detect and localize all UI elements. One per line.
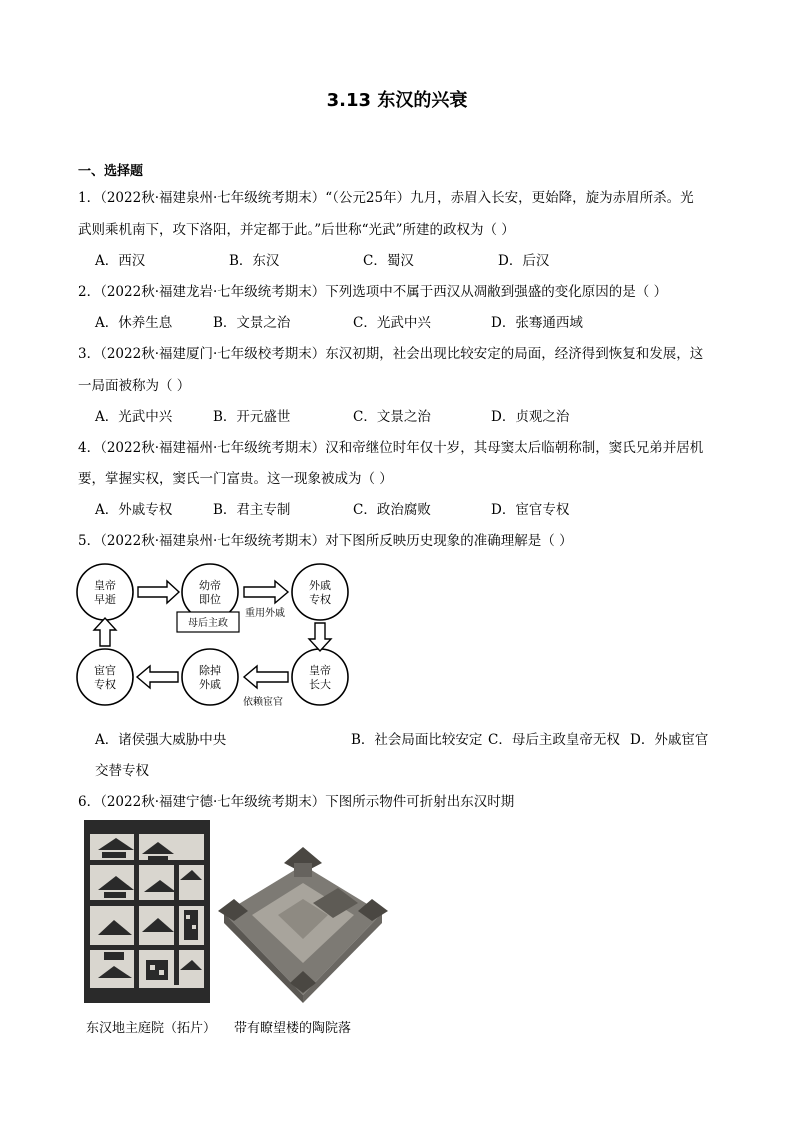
q3-options bbox=[95, 405, 569, 425]
arrow-right-1 bbox=[138, 581, 179, 603]
svg-text:早逝: 早逝 bbox=[94, 593, 116, 606]
q2-option-d[interactable]: D．张骞通西域 bbox=[491, 315, 583, 331]
page-title: 3.13 东汉的兴衰 bbox=[326, 90, 468, 111]
q5-options bbox=[95, 728, 708, 748]
svg-text:专权: 专权 bbox=[309, 593, 331, 606]
svg-text:除掉: 除掉 bbox=[199, 664, 221, 677]
q4-option-b[interactable]: B．君主专制 bbox=[213, 502, 291, 518]
caption-rubbing: 东汉地主庭院（拓片） bbox=[86, 1021, 217, 1036]
q1-stem-line1: 1．（2022秋·福建泉州·七年级统考期末）“（公元25年）九月，赤眉入长安，更始降，旋为赤眉所杀。光 bbox=[78, 190, 694, 206]
q4-option-a[interactable]: A．外戚专权 bbox=[95, 502, 173, 518]
q2-options bbox=[95, 311, 583, 331]
courtyard-rubbing-image bbox=[84, 820, 210, 1003]
q2-option-c[interactable]: C．光武中兴 bbox=[353, 315, 431, 331]
q3-stem-line1: 3．（2022秋·福建厦门·七年级校考期末）东汉初期，社会出现比较安定的局面，经济得到恢复和发展，这 bbox=[78, 346, 704, 362]
label-use-consort: 重用外戚 bbox=[245, 608, 285, 619]
q3-option-d[interactable]: D．贞观之治 bbox=[491, 409, 570, 425]
node-consort-clan bbox=[292, 564, 348, 620]
q2-option-a[interactable]: A．休养生息 bbox=[95, 315, 173, 331]
svg-text:母后主政: 母后主政 bbox=[188, 618, 228, 629]
q2-option-b[interactable]: B．文景之治 bbox=[213, 315, 291, 331]
q2-stem-line1: 2．（2022秋·福建龙岩·七年级统考期末）下列选项中不属于西汉从凋敝到强盛的变化原因的是（ ） bbox=[78, 284, 668, 300]
svg-text:皇帝: 皇帝 bbox=[94, 579, 116, 592]
q5-option-d-cont: 交替专权 bbox=[95, 763, 149, 779]
node-emperor-grown bbox=[292, 649, 348, 705]
svg-text:专权: 专权 bbox=[94, 678, 116, 691]
q5-option-a[interactable]: A．诸侯强大威胁中央 bbox=[95, 732, 227, 748]
label-rely-eunuch: 依赖宦官 bbox=[243, 697, 283, 708]
box-empress-regent bbox=[177, 612, 239, 632]
q5-option-c[interactable]: C．母后主政皇帝无权 bbox=[488, 732, 620, 748]
q1-option-c[interactable]: C．蜀汉 bbox=[363, 253, 414, 269]
arrow-down bbox=[309, 623, 331, 651]
q5-option-d[interactable]: D．外戚宦官 bbox=[630, 732, 709, 748]
q1-option-a[interactable]: A．西汉 bbox=[95, 253, 146, 269]
arrow-right-2 bbox=[244, 581, 288, 603]
q4-stem-line1: 4．（2022秋·福建福州·七年级统考期末）汉和帝继位时年仅十岁，其母窦太后临朝称制，窦氏兄弟并居机 bbox=[78, 440, 704, 456]
q5-stem-line1: 5．（2022秋·福建泉州·七年级统考期末）对下图所反映历史现象的准确理解是（ ） bbox=[78, 533, 573, 549]
svg-text:皇帝: 皇帝 bbox=[309, 664, 331, 677]
q1-option-d[interactable]: D．后汉 bbox=[498, 253, 550, 269]
q6-stem-line1: 6．（2022秋·福建宁德·七年级统考期末）下图所示物件可折射出东汉时期 bbox=[78, 794, 515, 810]
caption-pottery: 带有瞭望楼的陶院落 bbox=[234, 1021, 352, 1036]
q1-options bbox=[95, 249, 549, 269]
q4-option-d[interactable]: D．宦官专权 bbox=[491, 502, 570, 518]
q4-option-c[interactable]: C．政治腐败 bbox=[353, 502, 431, 518]
svg-text:即位: 即位 bbox=[199, 593, 221, 606]
node-remove-consort bbox=[182, 649, 238, 705]
svg-text:幼帝: 幼帝 bbox=[199, 579, 221, 592]
q3-option-c[interactable]: C．文景之治 bbox=[353, 409, 431, 425]
q5-option-b[interactable]: B．社会局面比较安定 bbox=[351, 732, 483, 748]
svg-text:宦官: 宦官 bbox=[94, 664, 116, 677]
q3-stem-line2: 一局面被称为（ ） bbox=[78, 378, 191, 394]
q1-option-b[interactable]: B．东汉 bbox=[229, 253, 280, 269]
svg-text:长大: 长大 bbox=[309, 678, 331, 691]
section-heading: 一、选择题 bbox=[78, 164, 144, 179]
pottery-courtyard-image bbox=[218, 843, 388, 1003]
q4-options bbox=[95, 498, 569, 518]
node-eunuch bbox=[77, 649, 133, 705]
q1-stem-line2: 武则乘机南下，攻下洛阳，并定都于此。”后世称“光武”所建的政权为（ ） bbox=[78, 222, 515, 238]
svg-text:外戚: 外戚 bbox=[309, 579, 331, 592]
arrow-up bbox=[94, 618, 116, 646]
cycle-diagram bbox=[72, 556, 372, 716]
q3-option-b[interactable]: B．开元盛世 bbox=[213, 409, 291, 425]
q4-stem-line2: 要，掌握实权，窦氏一门富贵。这一现象被成为（ ） bbox=[78, 471, 393, 487]
svg-text:外戚: 外戚 bbox=[199, 678, 221, 691]
arrow-left-2 bbox=[137, 666, 178, 688]
node-emperor-early-death bbox=[77, 564, 133, 620]
arrow-left-1 bbox=[244, 666, 288, 688]
q3-option-a[interactable]: A．光武中兴 bbox=[95, 409, 173, 425]
